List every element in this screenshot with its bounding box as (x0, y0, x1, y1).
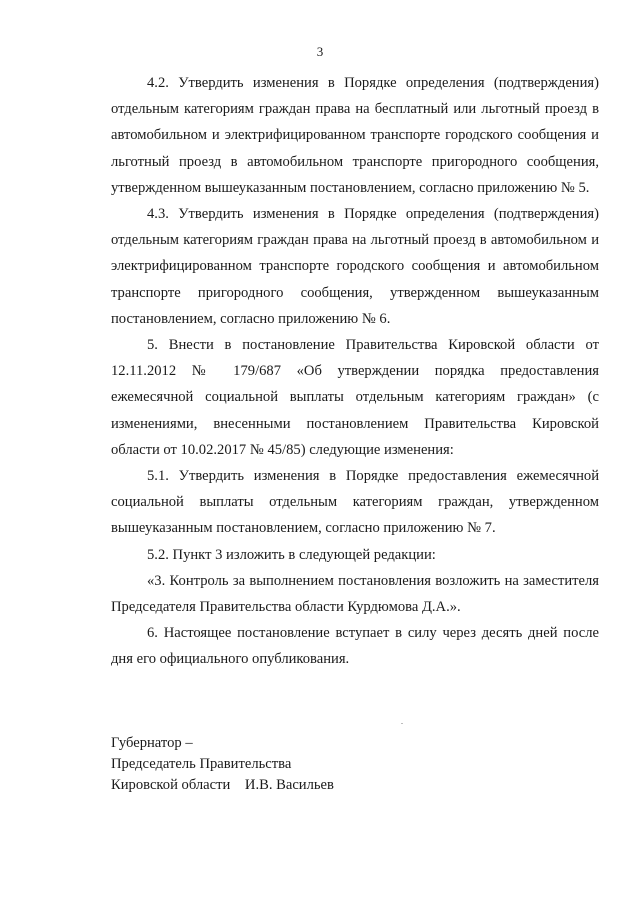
text-line: ежемесячной социальной выплаты отдельным категориям граждан» (111, 389, 576, 406)
paragraph-5-1 (111, 463, 599, 542)
text-line: и автомобильном транспорте пригородного сообщения, утвержденном (111, 258, 599, 301)
text-line: отдельным категориям граждан права на бесплатный или льготный проезд (111, 101, 588, 118)
signature-position: Председатель Правительства (111, 756, 292, 772)
text-line: дня его официального опубликования. (111, 651, 350, 668)
text-line: области от 10.02.2017 № 45/85) следующие изменения: (111, 441, 454, 458)
text-line: и электрифицированном транспорте городского сообщения (111, 232, 599, 275)
signature-block (111, 733, 334, 796)
text-line: сообщения, утвержденном вышеуказанным постановлением, согласно (111, 153, 599, 196)
page-number: 3 (316, 44, 324, 59)
text-line: в автомобильном и электрифицированном транспорте городского (111, 101, 599, 144)
text-line: отдельным категориям граждан права на льготный проезд в автомобильном (111, 232, 587, 249)
paragraph-5-2 (111, 542, 599, 568)
scan-speck (401, 723, 403, 724)
text-line: «3. Контроль за выполнением постановления возложить (147, 572, 501, 589)
text-line: 6. Настоящее постановление вступает в силу через десять дней после (147, 625, 599, 642)
text-line: социальной выплаты отдельным категориям граждан, утвержденном (111, 494, 599, 511)
paragraph-5 (111, 332, 599, 463)
paragraph-6 (111, 620, 599, 672)
text-line: приложению № 5. (477, 179, 590, 196)
text-line: (с изменениями, внесенными постановлением Правительства Кировской (111, 389, 599, 432)
text-line: 5.1. Утвердить изменения в Порядке предоставления ежемесячной (147, 468, 599, 485)
text-line: вышеуказанным постановлением, согласно приложению № 6. (111, 284, 599, 327)
text-line: 5. Внести в постановление Правительства Кировской области (147, 337, 575, 354)
text-line: вышеуказанным постановлением, согласно приложению № 7. (111, 520, 496, 537)
paragraph-quote-3 (111, 568, 599, 620)
text-line: сообщения и льготный проезд в автомобильном транспорте пригородного (111, 127, 599, 170)
text-line: 5.2. Пункт 3 изложить в следующей редакции: (147, 546, 436, 563)
text-line: на заместителя Председателя Правительства области Курдюмова Д.А.». (111, 572, 599, 616)
text-line: 4.3. Утвердить изменения в Порядке определения (подтверждения) (147, 206, 599, 223)
signature-name: Кировской области И.В. Васильев (111, 777, 334, 793)
signature-title: Губернатор – (111, 735, 193, 751)
text-line: 4.2. Утвердить изменения в Порядке определения (подтверждения) (147, 75, 599, 91)
paragraph-4-3 (111, 201, 599, 332)
decree-body (111, 70, 599, 673)
text-line: от 12.11.2012 № 179/687 «Об утверждении порядка предоставления (111, 337, 600, 380)
paragraph-4-2 (111, 70, 599, 201)
